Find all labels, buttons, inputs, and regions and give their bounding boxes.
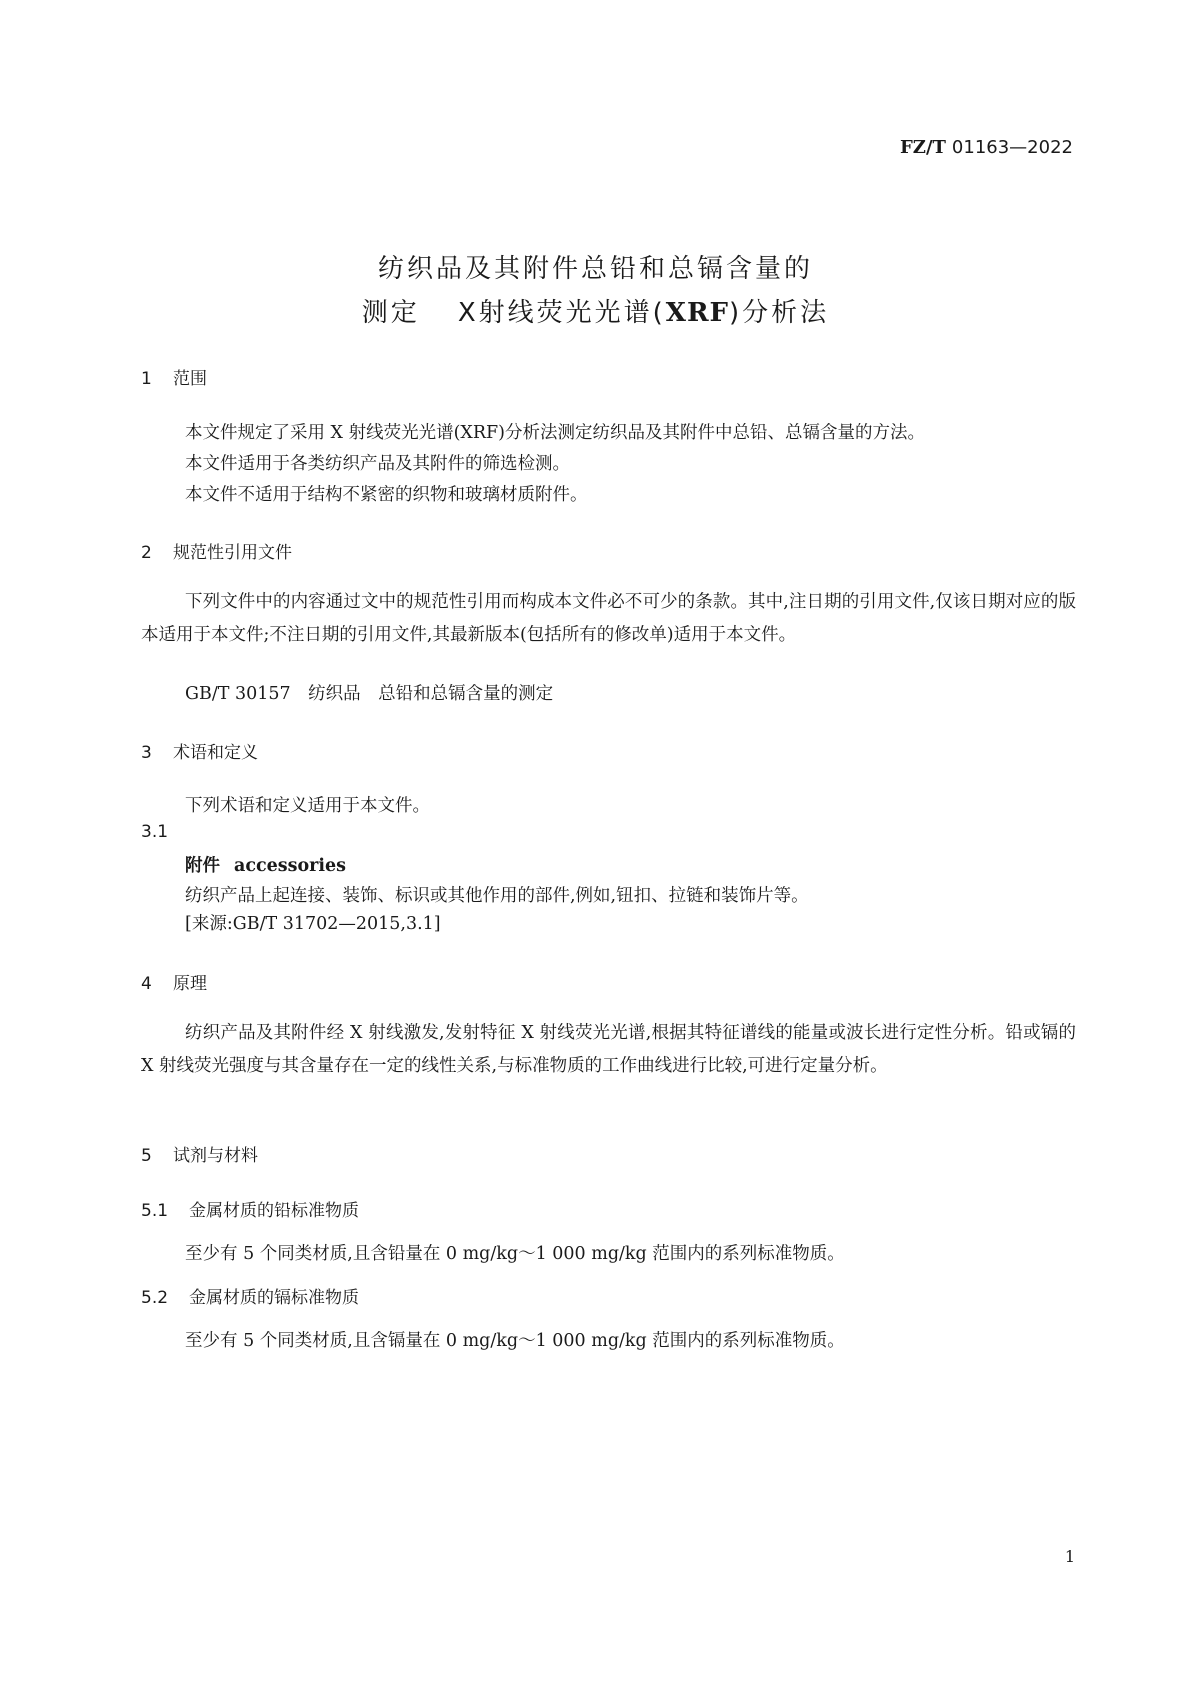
section-1-heading	[141, 364, 207, 389]
section-number: 1	[141, 369, 152, 389]
section-title: 范围	[173, 369, 207, 389]
normative-references-paragraph: 下列文件中的内容通过文中的规范性引用而构成本文件必不可少的条款。其中,注日期的引用文件,仅该日期对应的版本适用于本文件;不注日期的引用文件,其最新版本(包括所有的修改单)适用于本文件。	[141, 592, 1076, 645]
document-title-line-2	[0, 292, 1191, 329]
title-part-a: 测定	[361, 298, 420, 328]
section-3-heading	[141, 738, 258, 763]
subsection-5-1-text: 至少有 5 个同类材质,且含铅量在 0 mg/kg～1 000 mg/kg 范围内的系列标准物质。	[185, 1244, 845, 1264]
title-part-b: X射线荧光光谱(	[457, 298, 666, 328]
term-chinese: 附件	[185, 856, 220, 876]
title-xrf: XRF	[665, 298, 730, 328]
term-number: 3.1	[141, 822, 169, 842]
section-5-heading	[141, 1141, 258, 1166]
section-number: 4	[141, 974, 152, 994]
principle-paragraph: 纺织产品及其附件经 X 射线激发,发射特征 X 射线荧光光谱,根据其特征谱线的能量或波长进行定性分析。铅或镉的 X 射线荧光强度与其含量存在一定的线性关系,与标准物质的工作曲线进行比较,可进行定量分析。	[141, 1023, 1076, 1076]
term-english: accessories	[234, 856, 347, 876]
section-number: 3	[141, 743, 152, 763]
subsection-title: 金属材质的镉标准物质	[189, 1288, 359, 1308]
scope-line-3: 本文件不适用于结构不紧密的织物和玻璃材质附件。	[185, 485, 588, 505]
term-heading	[185, 852, 346, 877]
standard-code	[900, 137, 1073, 158]
section-title: 术语和定义	[173, 743, 258, 763]
section-2-heading	[141, 538, 292, 563]
section-title: 规范性引用文件	[173, 543, 292, 563]
scope-line-2: 本文件适用于各类纺织产品及其附件的筛选检测。	[185, 454, 570, 474]
section-4-heading	[141, 969, 207, 994]
subsection-number: 5.1	[141, 1201, 169, 1221]
term-definition: 纺织产品上起连接、装饰、标识或其他作用的部件,例如,钮扣、拉链和装饰片等。	[185, 886, 809, 906]
terms-intro: 下列术语和定义适用于本文件。	[185, 796, 430, 816]
subsection-title: 金属材质的铅标准物质	[189, 1201, 359, 1221]
subsection-5-2-text: 至少有 5 个同类材质,且含镉量在 0 mg/kg～1 000 mg/kg 范围内的系列标准物质。	[185, 1331, 845, 1351]
section-number: 5	[141, 1146, 152, 1166]
subsection-number: 5.2	[141, 1288, 169, 1308]
page-number: 1	[1064, 1547, 1075, 1566]
term-source: [来源:GB/T 31702—2015,3.1]	[185, 914, 441, 934]
document-title-line-1: 纺织品及其附件总铅和总镉含量的	[377, 254, 813, 284]
reference-item: GB/T 30157 纺织品 总铅和总镉含量的测定	[185, 684, 554, 704]
title-part-c: )分析法	[729, 298, 830, 328]
standard-number: 01163—2022	[951, 137, 1073, 158]
subsection-5-2-heading	[141, 1283, 359, 1308]
section-title: 原理	[173, 974, 207, 994]
section-number: 2	[141, 543, 152, 563]
scope-line-1: 本文件规定了采用 X 射线荧光光谱(XRF)分析法测定纺织品及其附件中总铅、总镉含量的方法。	[185, 423, 926, 443]
section-title: 试剂与材料	[173, 1146, 258, 1166]
subsection-5-1-heading	[141, 1196, 359, 1221]
standard-prefix: FZ/T	[900, 137, 946, 158]
